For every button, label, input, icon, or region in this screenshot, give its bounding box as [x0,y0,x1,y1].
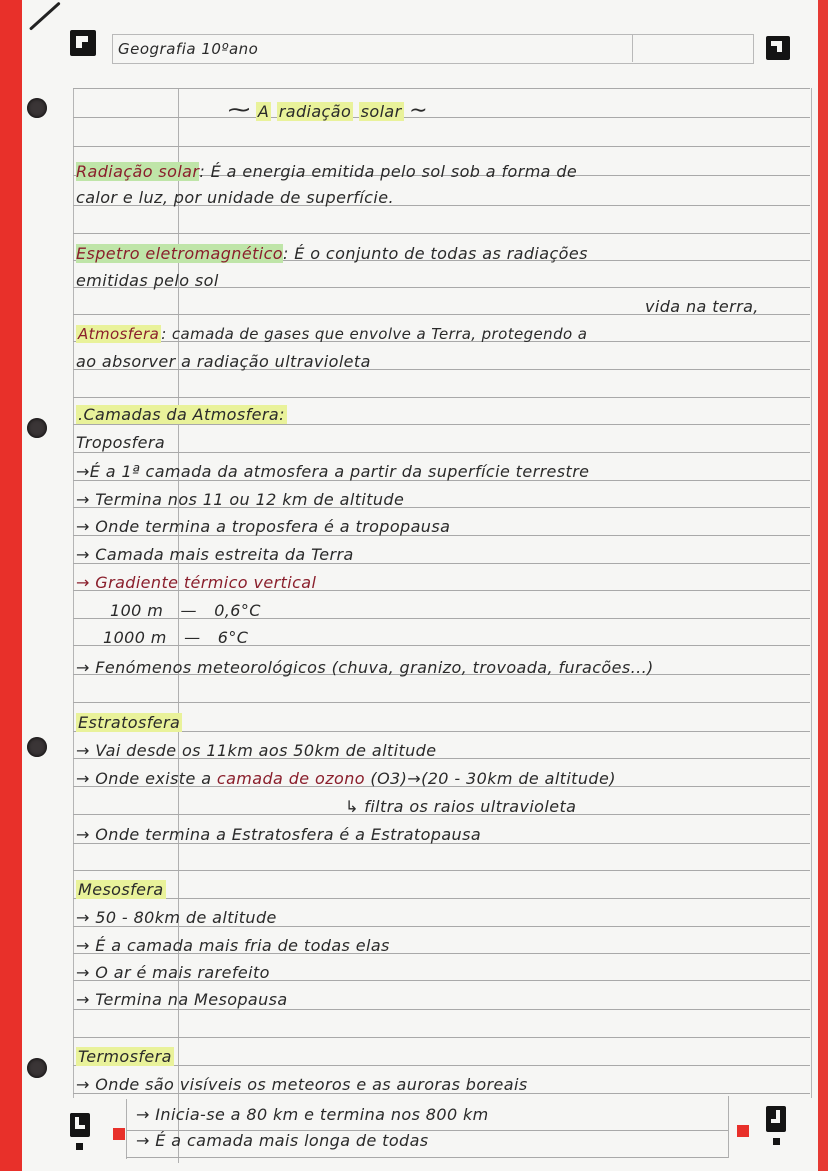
title-word: solar [360,102,402,121]
corner-marker-bottom-left-icon [70,1113,90,1137]
red-square-marker [737,1125,749,1137]
rule-line [73,870,810,871]
list-item: → Onde termina a Estratosfera é a Estratopausa [76,825,482,844]
binder-edge-left [0,0,22,1171]
layer-name-termosfera [76,1047,174,1066]
rule-line [73,146,810,147]
list-item: → É a camada mais longa de todas [136,1131,429,1150]
ozone-term: camada de ozono [216,769,365,788]
rule-line [73,452,810,453]
temperature: 0,6°C [214,601,261,620]
layer-name-mesosfera [76,880,166,899]
rule-line [73,424,810,425]
subject-label: Geografia 10ºano [118,40,259,58]
tilde-decoration: ⁓ [228,98,251,123]
list-item: → 50 - 80km de altitude [76,908,277,927]
rule-line [73,898,810,899]
definition-radiacao-solar [76,162,577,181]
rule-line [73,1037,810,1038]
punch-hole [27,98,47,118]
list-item: → Termina nos 11 ou 12 km de altitude [76,490,405,509]
definition-term: Atmosfera [78,325,160,343]
rule-line [73,397,810,398]
rule-line [73,731,810,732]
list-item: → Gradiente térmico vertical [76,573,317,592]
list-item: → É a camada mais fria de todas elas [76,936,390,955]
page-title [228,98,428,123]
rule-line [126,1157,728,1158]
layer-name: Mesosfera [78,880,164,899]
text: (O3)→(20 - 30km de altitude) [364,769,616,788]
temperature: 6°C [217,628,249,647]
definition-continuation: emitidas pelo sol [76,271,219,290]
definition-text: : É o conjunto de todas as radiações [282,244,588,263]
corner-marker-top-right-icon [766,36,790,60]
definition-term: Espetro eletromagnético [76,244,283,263]
list-item [76,769,616,788]
layer-name-estratosfera [76,713,182,732]
title-word: radiação [278,102,352,121]
layer-name: Termosfera [78,1047,172,1066]
punch-hole [27,737,47,757]
heading-text: .Camadas da Atmosfera: [78,405,285,424]
list-subitem: ↳ filtra os raios ultravioleta [345,797,577,816]
title-word: A [257,102,270,121]
definition-atmosfera [76,325,587,343]
punch-hole [27,1058,47,1078]
rule-line [73,117,810,118]
list-item: → O ar é mais rarefeito [76,963,270,982]
altitude: 1000 m [103,628,167,647]
altitude: 100 m [110,601,164,620]
text: → Onde existe a [76,769,217,788]
definition-term: Radiação solar [76,162,200,181]
marker-dot [76,1143,83,1150]
gradient-row [103,628,248,647]
list-item: → Inicia-se a 80 km e termina nos 800 km [136,1105,489,1124]
notch-border [728,1096,729,1158]
list-item: → Onde termina a troposfera é a tropopausa [76,517,451,536]
list-item: →É a 1ª camada da atmosfera a partir da superfície terrestre [76,462,590,481]
rule-line [73,1065,810,1066]
rule-line [73,1009,810,1010]
layer-name: Estratosfera [78,713,181,732]
definition-continuation: ao absorver a radiação ultravioleta [76,352,371,371]
tilde-decoration: ∼ [409,98,428,123]
rule-line [73,233,810,234]
list-item: → Onde são visíveis os meteoros e as auroras boreais [76,1075,528,1094]
inserted-text: vida na terra, [645,297,759,316]
layer-name-troposfera: Troposfera [76,433,166,452]
definition-espetro [76,244,588,263]
layers-heading [76,405,287,424]
punch-hole [27,418,47,438]
gradient-row [110,601,261,620]
list-item: → Camada mais estreita da Terra [76,545,354,564]
definition-text: : camada de gases que envolve a Terra, protegendo a [161,325,588,343]
marker-dot [773,1138,780,1145]
dash: — [184,628,201,647]
notch-border [126,1099,127,1159]
rule-line [73,702,810,703]
red-square-marker [113,1128,125,1140]
rule-line [73,88,810,89]
definition-continuation: calor e luz, por unidade de superfície. [76,188,394,207]
corner-marker-bottom-right-icon [766,1106,786,1132]
definition-text: : É a energia emitida pelo sol sob a forma de [199,162,578,181]
list-item: → Vai desde os 11km aos 50km de altitude [76,741,437,760]
dash: — [180,601,197,620]
list-item: → Termina na Mesopausa [76,990,288,1009]
header-divider [632,34,633,62]
binder-edge-right [818,0,828,1171]
corner-marker-top-left-icon [70,30,96,56]
list-item: → Fenómenos meteorológicos (chuva, granizo, trovoada, furacões...) [76,658,654,677]
